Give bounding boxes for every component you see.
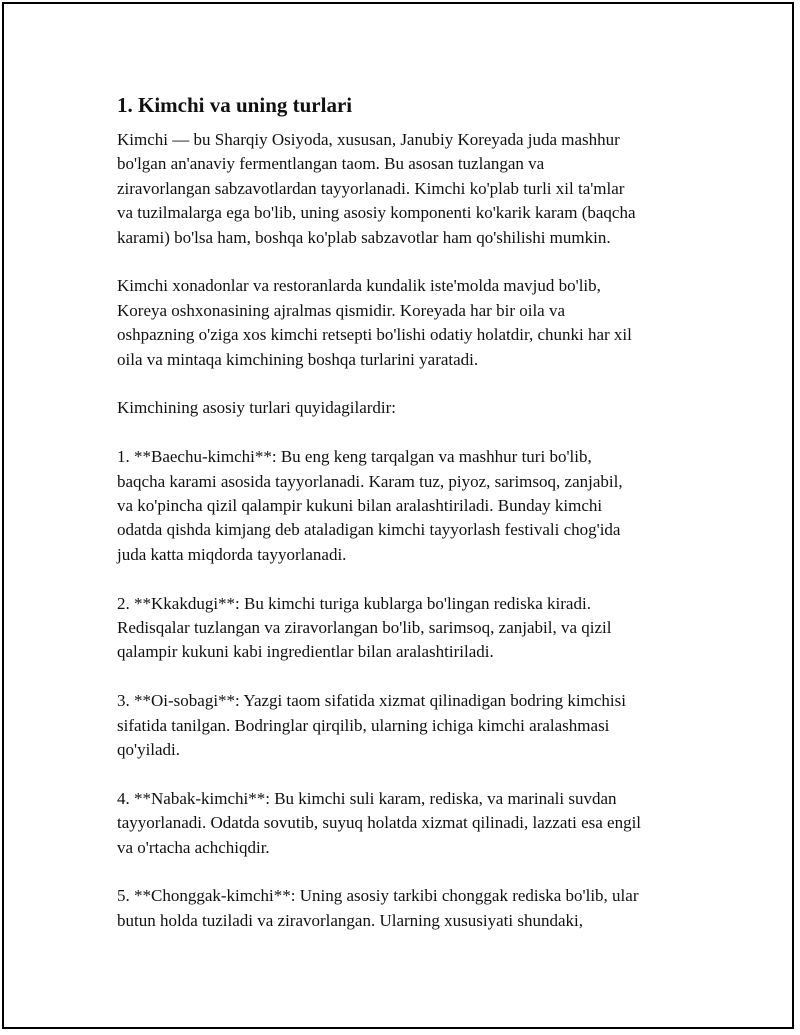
text-line: 5. **Chonggak-kimchi**: Uning asosiy tarkibi chonggak rediska bo'lib, ular [117, 886, 639, 906]
text-line: qalampir kukuni kabi ingredientlar bilan aralashtiriladi. [117, 642, 494, 662]
document-body [117, 88, 697, 958]
text-line: va o'rtacha achchiqdir. [117, 837, 270, 857]
paragraph-intro [117, 128, 697, 250]
list-item-oi-sobagi [117, 689, 697, 762]
text-line: Kimchining asosiy turlari quyidagilardir: [117, 398, 397, 418]
list-item-chonggak [117, 884, 697, 933]
text-line: ziravorlangan sabzavotlardan tayyorlanadi. Kimchi ko'plab turli xil ta'mlar [117, 178, 625, 198]
text-line: Redisqalar tuzlangan va ziravorlangan bo'lib, sarimsoq, zanjabil, va qizil [117, 618, 612, 638]
text-line: 3. **Oi-sobagi**: Yazgi taom sifatida xizmat qilinadigan bodring kimchisi [117, 691, 626, 711]
text-line: qo'yiladi. [117, 740, 181, 760]
text-line: odatda qishda kimjang deb ataladigan kimchi tayyorlash festivali chog'ida [117, 520, 621, 540]
text-line: 2. **Kkakdugi**: Bu kimchi turiga kublarga bo'lingan rediska kiradi. [117, 593, 591, 613]
text-line: 1. **Baechu-kimchi**: Bu eng keng tarqalgan va mashhur turi bo'lib, [117, 447, 592, 467]
text-line: sifatida tanilgan. Bodringlar qirqilib, ularning ichiga kimchi aralashmasi [117, 715, 610, 735]
section-title: 1. Kimchi va uning turlari [117, 93, 353, 117]
text-line: tayyorlanadi. Odatda sovutib, suyuq holatda xizmat qilinadi, lazzati esa engil [117, 813, 642, 833]
list-item-nabak [117, 787, 697, 860]
text-line: oila va mintaqa kimchining boshqa turlarini yaratadi. [117, 349, 479, 369]
text-line: baqcha karami asosida tayyorlanadi. Karam tuz, piyoz, sarimsoq, zanjabil, [117, 471, 623, 491]
list-item-baechu [117, 445, 697, 567]
text-line: butun holda tuziladi va ziravorlangan. Ularning xususiyati shundaki, [117, 910, 583, 930]
text-line: Koreya oshxonasining ajralmas qismidir. Koreyada har bir oila va [117, 300, 566, 320]
text-line: Kimchi xonadonlar va restoranlarda kundalik iste'molda mavjud bo'lib, [117, 276, 601, 296]
text-line: 4. **Nabak-kimchi**: Bu kimchi suli karam, rediska, va marinali suvdan [117, 788, 617, 808]
paragraph-types-intro [117, 396, 697, 420]
paragraph-households [117, 274, 697, 372]
text-line: va tuzilmalarga ega bo'lib, uning asosiy komponenti ko'karik karam (baqcha [117, 203, 636, 223]
text-line: oshpazning o'ziga xos kimchi retsepti bo'lishi odatiy holatdir, chunki har xil [117, 325, 632, 345]
text-line: juda katta miqdorda tayyorlanadi. [117, 544, 347, 564]
text-line: va ko'pincha qizil qalampir kukuni bilan aralashtiriladi. Bunday kimchi [117, 496, 603, 516]
text-line: karami) bo'lsa ham, boshqa ko'plab sabzavotlar ham qo'shilishi mumkin. [117, 227, 611, 247]
text-line: bo'lgan an'anaviy fermentlangan taom. Bu asosan tuzlangan va [117, 154, 545, 174]
list-item-kkakdugi [117, 592, 697, 665]
text-line: Kimchi — bu Sharqiy Osiyoda, xususan, Janubiy Koreyada juda mashhur [117, 130, 620, 149]
